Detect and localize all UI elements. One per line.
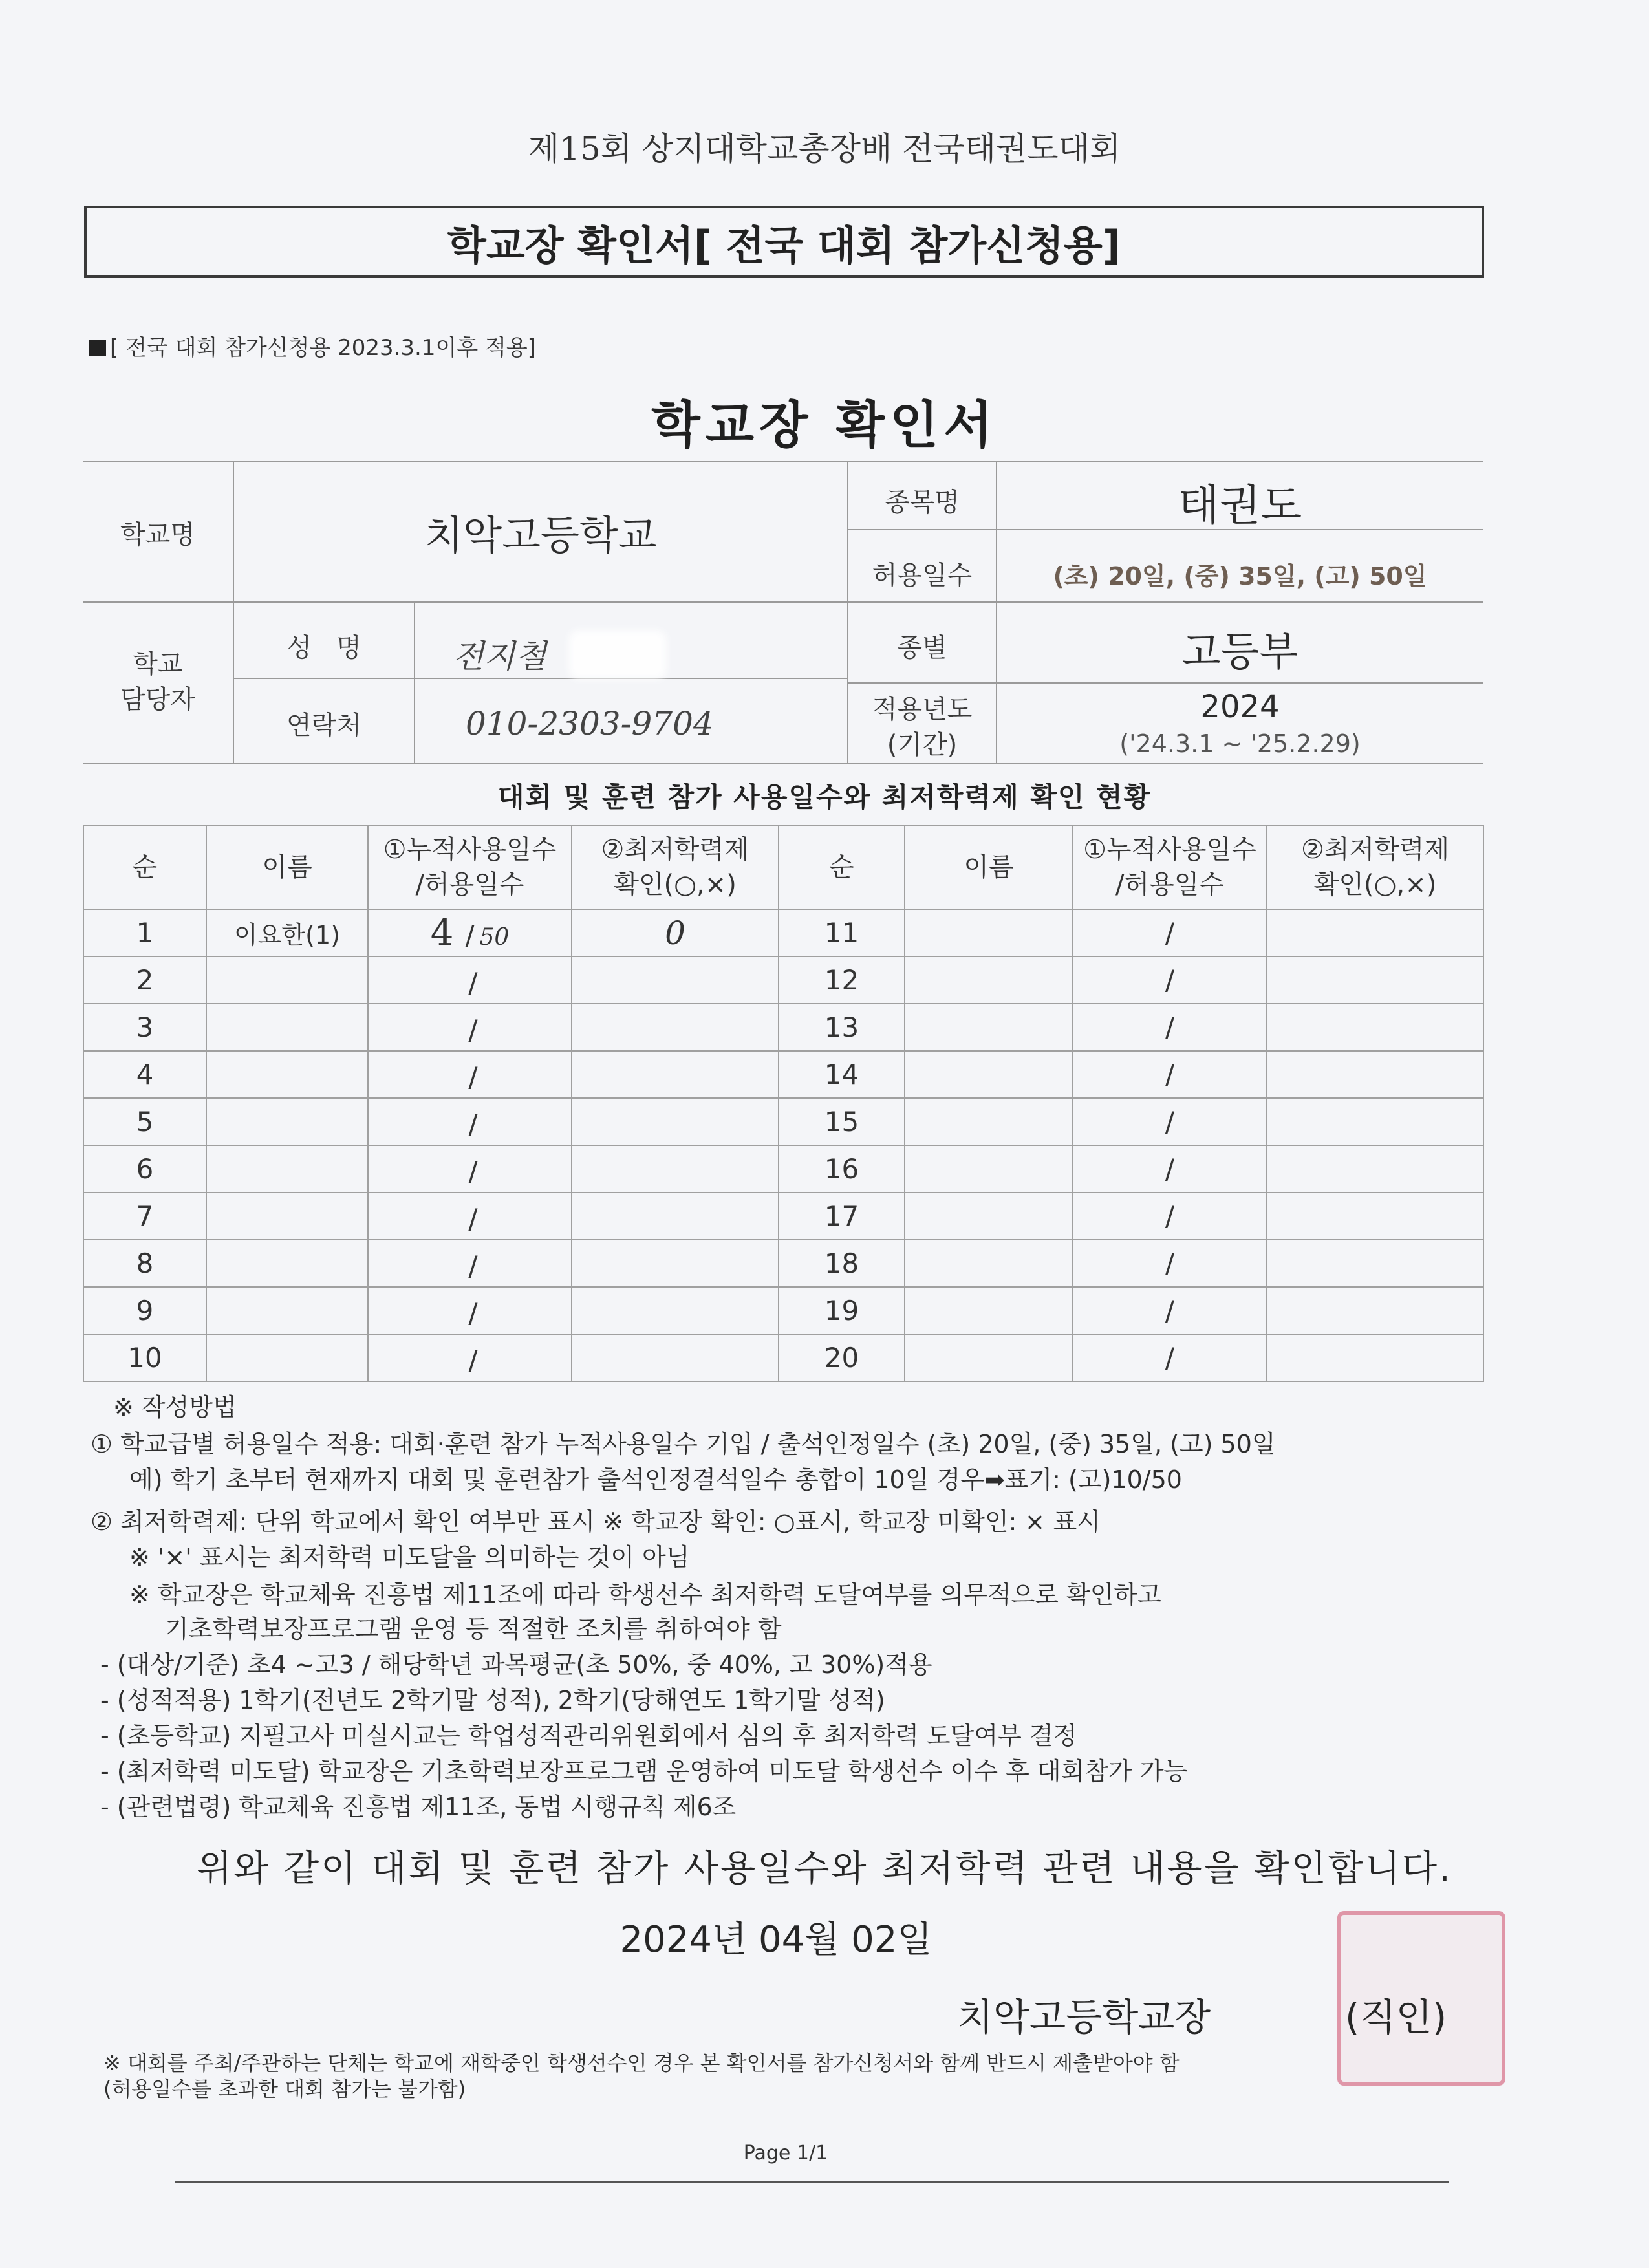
footnote-1: ※ 대회를 주최/주관하는 단체는 학교에 재학중인 학생선수인 경우 본 확인서를 참가신청서와 함께 반드시 제출받아야 함 xyxy=(103,2051,1180,2075)
competition-title: 제15회 상지대학교총장배 전국태권도대회 xyxy=(528,130,1121,167)
min-academic-check xyxy=(572,1145,779,1193)
table-row xyxy=(83,1240,1483,1287)
note-line: 기초학력보장프로그램 운영 등 적절한 조치를 취하여야 함 xyxy=(165,1615,782,1643)
days-used-cell: / xyxy=(1073,1051,1267,1098)
issue-date: 2024년 04월 02일 xyxy=(620,1919,932,1961)
grid-rule xyxy=(83,461,1483,462)
min-academic-check xyxy=(572,1004,779,1051)
boxed-title: 학교장 확인서[ 전국 대회 참가신청용] xyxy=(84,206,1484,278)
school-label: 학교명 xyxy=(120,520,195,550)
min-academic-check xyxy=(1267,1287,1483,1334)
row-number: 20 xyxy=(779,1334,905,1381)
student-name xyxy=(206,1334,368,1381)
row-number: 3 xyxy=(83,1004,206,1051)
min-academic-check xyxy=(572,1334,779,1381)
grid-rule xyxy=(233,678,847,679)
table-row xyxy=(83,1004,1483,1051)
days-used-cell xyxy=(368,1145,572,1193)
days-used-cell: / xyxy=(1073,909,1267,956)
year-value: 2024 xyxy=(1200,689,1280,725)
days-used-cell xyxy=(368,1193,572,1240)
min-academic-check xyxy=(572,1287,779,1334)
header-days-line2: /허용일수 xyxy=(1115,870,1225,900)
seal-label: (직인) xyxy=(1345,1995,1447,2039)
year-label-2: (기간) xyxy=(887,730,958,760)
table-row xyxy=(83,1287,1483,1334)
row-number: 2 xyxy=(83,956,206,1004)
page-number: Page 1/1 xyxy=(743,2142,828,2165)
row-number: 10 xyxy=(83,1334,206,1381)
row-number: 13 xyxy=(779,1004,905,1051)
min-academic-check xyxy=(1267,1240,1483,1287)
row-number: 14 xyxy=(779,1051,905,1098)
note-line: - (최저학력 미도달) 학교장은 기초학력보장프로그램 운영하여 미도달 학생선수 이수 후 대회참가 가능 xyxy=(100,1757,1188,1786)
days-used-cell xyxy=(368,1098,572,1145)
footnote-2: (허용일수를 초과한 대회 참가는 불가함) xyxy=(103,2077,466,2101)
allow-label: 허용일수 xyxy=(872,561,973,590)
header-no: 순 xyxy=(83,825,206,909)
days-used-cell xyxy=(368,1240,572,1287)
row-number: 5 xyxy=(83,1098,206,1145)
header-check xyxy=(572,825,779,909)
student-name xyxy=(206,1004,368,1051)
note-line: - (대상/기준) 초4 ~고3 / 해당학년 과목평균(초 50%, 중 40%, 고 30%)적용 xyxy=(100,1650,932,1679)
principal-name: 치악고등학교장 xyxy=(957,1995,1211,2039)
row-number: 16 xyxy=(779,1145,905,1193)
header-check-right xyxy=(1267,825,1483,909)
days-separator: / xyxy=(468,1156,478,1187)
header-days-line1: ①누적사용일수 xyxy=(1083,835,1256,865)
table-row xyxy=(83,1051,1483,1098)
note-line: ※ 학교장은 학교체육 진흥법 제11조에 따라 학생선수 최저학력 도달여부를 의무적으로 확인하고 xyxy=(129,1581,1161,1609)
days-separator: / xyxy=(465,920,475,951)
min-academic-check xyxy=(572,956,779,1004)
days-used-cell xyxy=(368,1334,572,1381)
min-academic-check xyxy=(1267,1098,1483,1145)
category-value: 고등부 xyxy=(1181,628,1299,675)
student-name xyxy=(206,1098,368,1145)
student-name xyxy=(905,1287,1073,1334)
days-used-cell: / xyxy=(1073,1193,1267,1240)
manager-label-2: 담당자 xyxy=(120,685,195,715)
header-check-line1: ②최저학력제 xyxy=(1300,835,1450,865)
days-separator: / xyxy=(468,967,478,999)
row-number: 6 xyxy=(83,1145,206,1193)
note-line: - (관련법령) 학교체육 진흥법 제11조, 동법 시행규칙 제6조 xyxy=(100,1793,737,1821)
note-line: ※ '×' 표시는 최저학력 미도달을 의미하는 것이 아님 xyxy=(129,1543,690,1571)
days-used-cell: / xyxy=(1073,1004,1267,1051)
student-name xyxy=(206,956,368,1004)
min-academic-check xyxy=(1267,1193,1483,1240)
row-number: 12 xyxy=(779,956,905,1004)
student-name: 이요한(1) xyxy=(206,909,368,956)
student-name xyxy=(905,1051,1073,1098)
note-line: - (초등학교) 지필고사 미실시교는 학업성적관리위원회에서 심의 후 최저학력 도달여부 결정 xyxy=(100,1722,1077,1750)
days-used-cell: / xyxy=(1073,956,1267,1004)
redaction-patch xyxy=(576,637,660,673)
days-used-cell: / xyxy=(1073,1240,1267,1287)
days-used-cell xyxy=(368,956,572,1004)
student-name xyxy=(905,1334,1073,1381)
days-used-value: 4 xyxy=(430,912,454,954)
table-row xyxy=(83,1334,1483,1381)
note-line: 예) 학기 초부터 현재까지 대회 및 훈련참가 출석인정결석일수 총합이 10일 경우➡표기: (고)10/50 xyxy=(129,1465,1182,1494)
document-title: 학교장 확인서 xyxy=(651,396,998,455)
contact-label: 연락처 xyxy=(286,711,361,740)
grid-rule xyxy=(83,763,1483,764)
min-academic-check xyxy=(1267,1051,1483,1098)
days-used-cell xyxy=(368,1287,572,1334)
student-name xyxy=(206,1145,368,1193)
allow-value: (초) 20일, (중) 35일, (고) 50일 xyxy=(1053,562,1427,590)
days-used-cell xyxy=(368,909,572,956)
table-row xyxy=(83,909,1483,956)
days-used-cell: / xyxy=(1073,1145,1267,1193)
confirmation-statement: 위와 같이 대회 및 훈련 참가 사용일수와 최저학력 관련 내용을 확인합니다. xyxy=(197,1848,1452,1890)
student-name xyxy=(206,1240,368,1287)
student-name xyxy=(905,1098,1073,1145)
min-academic-check xyxy=(572,1193,779,1240)
row-number: 8 xyxy=(83,1240,206,1287)
notice-line xyxy=(89,330,536,362)
student-name xyxy=(905,1240,1073,1287)
sport-value: 태권도 xyxy=(1178,481,1302,530)
year-period: ('24.3.1 ~ '25.2.29) xyxy=(1119,729,1361,758)
contact-value: 010-2303-9704 xyxy=(466,705,714,742)
student-name xyxy=(206,1193,368,1240)
sport-label: 종목명 xyxy=(885,488,960,517)
header-check-line2: 확인(○,×) xyxy=(614,870,737,900)
min-academic-check: 0 xyxy=(572,909,779,956)
header-days-line1: ①누적사용일수 xyxy=(383,835,557,865)
note-line: ① 학교급별 허용일수 적용: 대회·훈련 참가 누적사용일수 기입 / 출석인정일수 (초) 20일, (중) 35일, (고) 50일 xyxy=(91,1430,1276,1458)
days-used-cell: / xyxy=(1073,1287,1267,1334)
days-separator: / xyxy=(468,1345,478,1376)
notes-heading: ※ 작성방법 xyxy=(113,1393,237,1421)
header-days xyxy=(368,825,572,909)
header-check-line1: ②최저학력제 xyxy=(601,835,749,865)
min-academic-check xyxy=(1267,1145,1483,1193)
notice-text: [ 전국 대회 참가신청용 2023.3.1이후 적용] xyxy=(110,335,536,361)
days-separator: / xyxy=(468,1297,478,1329)
name-label: 성 명 xyxy=(286,633,361,663)
row-number: 19 xyxy=(779,1287,905,1334)
row-number: 4 xyxy=(83,1051,206,1098)
status-table xyxy=(83,825,1484,1382)
row-number: 7 xyxy=(83,1193,206,1240)
days-separator: / xyxy=(468,1014,478,1046)
row-number: 18 xyxy=(779,1240,905,1287)
days-used-cell xyxy=(368,1004,572,1051)
days-separator: / xyxy=(468,1061,478,1093)
row-number: 1 xyxy=(83,909,206,956)
row-number: 15 xyxy=(779,1098,905,1145)
min-academic-check xyxy=(1267,1334,1483,1381)
student-name xyxy=(905,1145,1073,1193)
note-line: ② 최저학력제: 단위 학교에서 확인 여부만 표시 ※ 학교장 확인: ○표시, 학교장 미확인: × 표시 xyxy=(91,1507,1101,1536)
min-academic-check xyxy=(1267,909,1483,956)
school-value: 치악고등학교 xyxy=(424,512,657,559)
header-days-line2: /허용일수 xyxy=(415,870,524,900)
section-title: 대회 및 훈련 참가 사용일수와 최저학력제 확인 현황 xyxy=(497,781,1152,813)
grid-rule xyxy=(83,601,1483,603)
grid-rule xyxy=(847,682,1483,684)
header-name-right: 이름 xyxy=(905,825,1073,909)
header-no-right: 순 xyxy=(779,825,905,909)
table-row xyxy=(83,1098,1483,1145)
manager-label-1: 학교 xyxy=(133,649,183,679)
header-name: 이름 xyxy=(206,825,368,909)
student-name xyxy=(206,1051,368,1098)
days-separator: / xyxy=(468,1203,478,1235)
min-academic-check xyxy=(572,1098,779,1145)
table-row xyxy=(83,1193,1483,1240)
days-used-cell xyxy=(368,1051,572,1098)
name-value: 전지철 xyxy=(453,638,546,675)
note-line: - (성적적용) 1학기(전년도 2학기말 성적), 2학기(당해연도 1학기말 성적) xyxy=(100,1686,885,1714)
table-body xyxy=(83,909,1483,1381)
square-bullet-icon xyxy=(89,340,106,356)
student-name xyxy=(905,909,1073,956)
table-row xyxy=(83,956,1483,1004)
min-academic-check xyxy=(572,1240,779,1287)
table-row xyxy=(83,1145,1483,1193)
header-days-right xyxy=(1073,825,1267,909)
year-label-1: 적용년도 xyxy=(872,695,973,724)
grid-rule xyxy=(414,601,415,763)
min-academic-check xyxy=(572,1051,779,1098)
row-number: 9 xyxy=(83,1287,206,1334)
days-allowed-value: 50 xyxy=(479,924,510,951)
header-check-line2: 확인(○,×) xyxy=(1313,870,1437,900)
student-name xyxy=(905,1193,1073,1240)
days-used-cell: / xyxy=(1073,1334,1267,1381)
row-number: 17 xyxy=(779,1193,905,1240)
student-name xyxy=(905,956,1073,1004)
student-name xyxy=(905,1004,1073,1051)
days-separator: / xyxy=(468,1250,478,1282)
min-academic-check xyxy=(1267,956,1483,1004)
days-used-cell: / xyxy=(1073,1098,1267,1145)
student-name xyxy=(206,1287,368,1334)
scan-edge-line xyxy=(175,2181,1449,2183)
category-label: 종별 xyxy=(897,633,947,663)
min-academic-check xyxy=(1267,1004,1483,1051)
table-header-row xyxy=(83,825,1483,909)
days-separator: / xyxy=(468,1108,478,1140)
row-number: 11 xyxy=(779,909,905,956)
